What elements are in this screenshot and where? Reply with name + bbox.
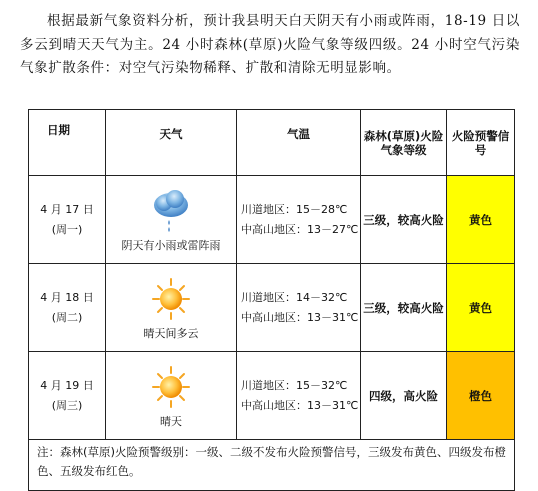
temperature-cell: [237, 176, 361, 264]
weather-description: 晴天: [160, 414, 182, 428]
header-weather: 天气: [106, 110, 237, 176]
signal-cell: 黄色: [447, 176, 515, 264]
note-row: [29, 440, 515, 491]
weather-description: 晴天间多云: [143, 326, 199, 340]
date-cell: [29, 176, 106, 264]
signal-cell: 黄色: [447, 264, 515, 352]
weather-cell: [106, 176, 237, 264]
temperature-cell: [237, 352, 361, 440]
warning-note: 注：森林(草原)火险预警级别：一级、二级不发布火险预警信号，三级发布黄色、四级发布橙色、五级发布红色。: [29, 440, 515, 491]
date-text: 4 月 17 日: [40, 202, 94, 216]
temp-highland: 中高山地区：13－31℃: [241, 310, 359, 324]
date-text: 4 月 18 日: [40, 290, 94, 304]
temperature-cell: [237, 264, 361, 352]
table-header-row: [29, 110, 515, 176]
date-cell: [29, 352, 106, 440]
date-text: 4 月 19 日: [40, 378, 94, 392]
weekday-text: (周二): [51, 310, 83, 324]
forecast-table: [28, 109, 515, 491]
sun-icon: [106, 363, 236, 409]
header-fire-level: 森林(草原)火险气象等级: [361, 110, 447, 176]
weather-description: 阴天有小雨或雷阵雨: [121, 238, 221, 252]
temp-highland: 中高山地区：13－27℃: [241, 222, 359, 236]
date-cell: [29, 264, 106, 352]
intro-paragraph: 根据最新气象资料分析，预计我县明天白天阴天有小雨或阵雨，18-19 日以多云到晴天天气为主。24 小时森林(草原)火险气象等级四级。24 小时空气污染气象扩散条件：对空气污染物稀释、扩散和清除无明显影响。: [20, 13, 520, 76]
table-row: [29, 352, 515, 440]
weather-cell: [106, 352, 237, 440]
weekday-text: (周一): [51, 222, 83, 236]
fire-level-cell: 三级，较高火险: [361, 264, 447, 352]
table-row: [29, 176, 515, 264]
header-signal: 火险预警信号: [447, 110, 515, 176]
temp-valley: 川道地区：15－32℃: [241, 378, 348, 392]
weekday-text: (周三): [51, 398, 83, 412]
header-date: 日期: [29, 110, 106, 176]
fire-level-cell: 四级，高火险: [361, 352, 447, 440]
cloud-rain-icon: [106, 187, 236, 233]
temp-valley: 川道地区：14－32℃: [241, 290, 348, 304]
weather-cell: [106, 264, 237, 352]
temp-valley: 川道地区：15－28℃: [241, 202, 348, 216]
fire-level-cell: 三级，较高火险: [361, 176, 447, 264]
signal-cell: 橙色: [447, 352, 515, 440]
table-row: [29, 264, 515, 352]
temp-highland: 中高山地区：13－31℃: [241, 398, 359, 412]
header-temperature: 气温: [237, 110, 361, 176]
sun-icon: [106, 275, 236, 321]
forecast-intro: [20, 10, 520, 81]
